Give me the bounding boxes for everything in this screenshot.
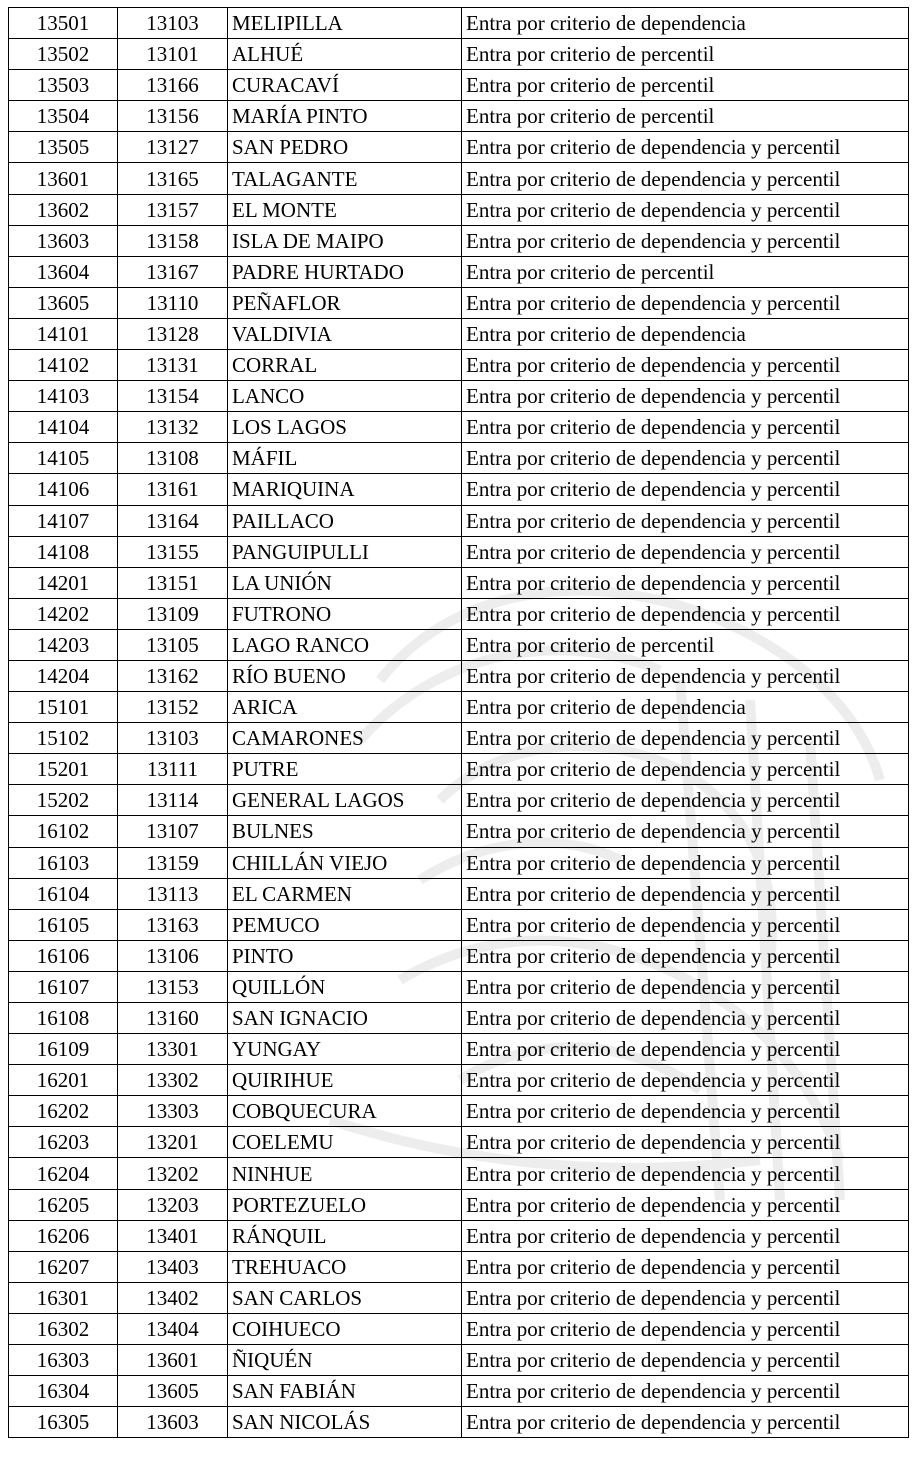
cell-criterion: Entra por criterio de dependencia y percentil: [462, 505, 909, 536]
cell-code: 13158: [118, 225, 228, 256]
cell-commune-id: 16102: [9, 816, 118, 847]
cell-commune-name: COBQUECURA: [228, 1096, 462, 1127]
comunas-table: [8, 7, 909, 1438]
cell-criterion: Entra por criterio de dependencia y percentil: [462, 1376, 909, 1407]
cell-code: 13114: [118, 785, 228, 816]
cell-commune-id: 16203: [9, 1127, 118, 1158]
table-row: [9, 1127, 909, 1158]
cell-commune-id: 14202: [9, 598, 118, 629]
table-row: [9, 8, 909, 39]
table-row: [9, 1345, 909, 1376]
cell-code: 13303: [118, 1096, 228, 1127]
cell-commune-id: 14104: [9, 412, 118, 443]
cell-commune-name: LANCO: [228, 381, 462, 412]
cell-commune-id: 14103: [9, 381, 118, 412]
cell-code: 13164: [118, 505, 228, 536]
cell-commune-name: SAN IGNACIO: [228, 1003, 462, 1034]
cell-commune-id: 13604: [9, 256, 118, 287]
cell-code: 13301: [118, 1034, 228, 1065]
cell-code: 13110: [118, 287, 228, 318]
table-body: [9, 8, 909, 1438]
cell-commune-name: VALDIVIA: [228, 318, 462, 349]
table-row: [9, 412, 909, 443]
table-row: [9, 629, 909, 660]
cell-code: 13162: [118, 660, 228, 691]
cell-code: 13163: [118, 909, 228, 940]
cell-criterion: Entra por criterio de dependencia y percentil: [462, 1345, 909, 1376]
table-row: [9, 754, 909, 785]
table-row: [9, 940, 909, 971]
table-row: [9, 1220, 909, 1251]
cell-criterion: Entra por criterio de dependencia y percentil: [462, 1034, 909, 1065]
cell-commune-name: PUTRE: [228, 754, 462, 785]
cell-commune-name: ARICA: [228, 692, 462, 723]
cell-commune-id: 14204: [9, 660, 118, 691]
cell-commune-id: 15201: [9, 754, 118, 785]
cell-criterion: Entra por criterio de dependencia y percentil: [462, 1189, 909, 1220]
cell-criterion: Entra por criterio de dependencia y percentil: [462, 1127, 909, 1158]
cell-commune-name: PEÑAFLOR: [228, 287, 462, 318]
cell-commune-name: ISLA DE MAIPO: [228, 225, 462, 256]
cell-code: 13131: [118, 350, 228, 381]
cell-code: 13127: [118, 132, 228, 163]
cell-commune-name: SAN NICOLÁS: [228, 1407, 462, 1438]
table-row: [9, 692, 909, 723]
cell-commune-id: 14106: [9, 474, 118, 505]
table-row: [9, 132, 909, 163]
cell-commune-id: 16205: [9, 1189, 118, 1220]
cell-commune-name: CAMARONES: [228, 723, 462, 754]
cell-commune-name: PINTO: [228, 940, 462, 971]
cell-commune-name: MÁFIL: [228, 443, 462, 474]
cell-code: 13404: [118, 1313, 228, 1344]
cell-commune-id: 16206: [9, 1220, 118, 1251]
cell-code: 13402: [118, 1282, 228, 1313]
table-row: [9, 723, 909, 754]
cell-commune-name: PAILLACO: [228, 505, 462, 536]
cell-code: 13401: [118, 1220, 228, 1251]
cell-code: 13109: [118, 598, 228, 629]
table-row: [9, 505, 909, 536]
table-row: [9, 163, 909, 194]
cell-commune-name: FUTRONO: [228, 598, 462, 629]
cell-commune-id: 16109: [9, 1034, 118, 1065]
table-row: [9, 816, 909, 847]
table-row: [9, 1003, 909, 1034]
cell-code: 13161: [118, 474, 228, 505]
table-row: [9, 1251, 909, 1282]
cell-code: 13113: [118, 878, 228, 909]
table-row: [9, 1407, 909, 1438]
table-row: [9, 909, 909, 940]
cell-commune-name: EL MONTE: [228, 194, 462, 225]
cell-commune-id: 14108: [9, 536, 118, 567]
cell-commune-name: EL CARMEN: [228, 878, 462, 909]
cell-commune-id: 13502: [9, 39, 118, 70]
cell-commune-name: SAN CARLOS: [228, 1282, 462, 1313]
table-row: [9, 443, 909, 474]
cell-criterion: Entra por criterio de dependencia y percentil: [462, 660, 909, 691]
cell-commune-name: PADRE HURTADO: [228, 256, 462, 287]
cell-commune-name: GENERAL LAGOS: [228, 785, 462, 816]
cell-criterion: Entra por criterio de percentil: [462, 70, 909, 101]
cell-commune-id: 16103: [9, 847, 118, 878]
cell-commune-name: QUILLÓN: [228, 971, 462, 1002]
cell-code: 13201: [118, 1127, 228, 1158]
cell-commune-id: 13601: [9, 163, 118, 194]
cell-criterion: Entra por criterio de dependencia y percentil: [462, 878, 909, 909]
cell-code: 13132: [118, 412, 228, 443]
cell-code: 13603: [118, 1407, 228, 1438]
cell-code: 13160: [118, 1003, 228, 1034]
cell-commune-name: TALAGANTE: [228, 163, 462, 194]
cell-criterion: Entra por criterio de dependencia y percentil: [462, 1282, 909, 1313]
cell-code: 13601: [118, 1345, 228, 1376]
cell-criterion: Entra por criterio de dependencia y percentil: [462, 971, 909, 1002]
cell-criterion: Entra por criterio de dependencia y percentil: [462, 350, 909, 381]
cell-criterion: Entra por criterio de dependencia y percentil: [462, 598, 909, 629]
cell-criterion: Entra por criterio de dependencia y percentil: [462, 1065, 909, 1096]
cell-code: 13155: [118, 536, 228, 567]
cell-commune-name: BULNES: [228, 816, 462, 847]
cell-criterion: Entra por criterio de dependencia y percentil: [462, 567, 909, 598]
cell-commune-name: RÁNQUIL: [228, 1220, 462, 1251]
table-row: [9, 194, 909, 225]
cell-criterion: Entra por criterio de dependencia y percentil: [462, 194, 909, 225]
cell-commune-name: LOS LAGOS: [228, 412, 462, 443]
cell-commune-name: LA UNIÓN: [228, 567, 462, 598]
cell-commune-id: 13503: [9, 70, 118, 101]
table-row: [9, 1158, 909, 1189]
cell-commune-name: MELIPILLA: [228, 8, 462, 39]
cell-criterion: Entra por criterio de dependencia y percentil: [462, 1158, 909, 1189]
cell-commune-id: 16305: [9, 1407, 118, 1438]
cell-criterion: Entra por criterio de dependencia y percentil: [462, 909, 909, 940]
cell-criterion: Entra por criterio de dependencia y percentil: [462, 1251, 909, 1282]
table-row: [9, 101, 909, 132]
cell-criterion: Entra por criterio de dependencia y percentil: [462, 816, 909, 847]
cell-criterion: Entra por criterio de dependencia y percentil: [462, 1313, 909, 1344]
table-row: [9, 256, 909, 287]
table-row: [9, 381, 909, 412]
cell-criterion: Entra por criterio de dependencia y percentil: [462, 723, 909, 754]
cell-code: 13101: [118, 39, 228, 70]
cell-code: 13165: [118, 163, 228, 194]
cell-commune-name: LAGO RANCO: [228, 629, 462, 660]
table-row: [9, 785, 909, 816]
cell-commune-name: COELEMU: [228, 1127, 462, 1158]
table-row: [9, 536, 909, 567]
cell-commune-id: 16104: [9, 878, 118, 909]
cell-commune-name: RÍO BUENO: [228, 660, 462, 691]
cell-code: 13111: [118, 754, 228, 785]
cell-criterion: Entra por criterio de dependencia y percentil: [462, 940, 909, 971]
cell-commune-id: 14105: [9, 443, 118, 474]
cell-commune-id: 15202: [9, 785, 118, 816]
cell-code: 13103: [118, 8, 228, 39]
table-row: [9, 287, 909, 318]
cell-criterion: Entra por criterio de dependencia: [462, 8, 909, 39]
cell-criterion: Entra por criterio de dependencia y percentil: [462, 1096, 909, 1127]
cell-criterion: Entra por criterio de dependencia y percentil: [462, 847, 909, 878]
table-row: [9, 567, 909, 598]
cell-commune-id: 13603: [9, 225, 118, 256]
cell-commune-name: ÑIQUÉN: [228, 1345, 462, 1376]
cell-commune-id: 16201: [9, 1065, 118, 1096]
cell-code: 13605: [118, 1376, 228, 1407]
cell-criterion: Entra por criterio de dependencia: [462, 318, 909, 349]
table-row: [9, 474, 909, 505]
cell-commune-name: CURACAVÍ: [228, 70, 462, 101]
cell-commune-name: PORTEZUELO: [228, 1189, 462, 1220]
cell-code: 13154: [118, 381, 228, 412]
table-row: [9, 878, 909, 909]
cell-code: 13203: [118, 1189, 228, 1220]
cell-commune-id: 16303: [9, 1345, 118, 1376]
cell-criterion: Entra por criterio de dependencia y percentil: [462, 163, 909, 194]
cell-commune-id: 14201: [9, 567, 118, 598]
cell-criterion: Entra por criterio de percentil: [462, 629, 909, 660]
cell-code: 13167: [118, 256, 228, 287]
cell-commune-name: COIHUECO: [228, 1313, 462, 1344]
cell-criterion: Entra por criterio de dependencia y percentil: [462, 1220, 909, 1251]
table-row: [9, 1282, 909, 1313]
cell-code: 13107: [118, 816, 228, 847]
cell-commune-name: CORRAL: [228, 350, 462, 381]
cell-commune-id: 16108: [9, 1003, 118, 1034]
cell-criterion: Entra por criterio de dependencia y percentil: [462, 536, 909, 567]
table-row: [9, 318, 909, 349]
table-row: [9, 1189, 909, 1220]
table-row: [9, 70, 909, 101]
cell-commune-id: 13605: [9, 287, 118, 318]
cell-commune-id: 13505: [9, 132, 118, 163]
cell-commune-id: 13602: [9, 194, 118, 225]
cell-code: 13152: [118, 692, 228, 723]
table-row: [9, 660, 909, 691]
cell-commune-name: NINHUE: [228, 1158, 462, 1189]
cell-commune-id: 16105: [9, 909, 118, 940]
cell-criterion: Entra por criterio de dependencia y percentil: [462, 412, 909, 443]
cell-commune-id: 14102: [9, 350, 118, 381]
cell-commune-id: 14101: [9, 318, 118, 349]
cell-commune-id: 14203: [9, 629, 118, 660]
cell-commune-id: 15102: [9, 723, 118, 754]
cell-criterion: Entra por criterio de dependencia y percentil: [462, 474, 909, 505]
cell-code: 13166: [118, 70, 228, 101]
table-row: [9, 39, 909, 70]
cell-commune-name: MARÍA PINTO: [228, 101, 462, 132]
table-row: [9, 1096, 909, 1127]
table-row: [9, 1065, 909, 1096]
cell-code: 13151: [118, 567, 228, 598]
cell-code: 13105: [118, 629, 228, 660]
cell-commune-name: QUIRIHUE: [228, 1065, 462, 1096]
cell-code: 13106: [118, 940, 228, 971]
cell-commune-id: 16202: [9, 1096, 118, 1127]
cell-commune-name: MARIQUINA: [228, 474, 462, 505]
cell-code: 13202: [118, 1158, 228, 1189]
cell-commune-id: 16204: [9, 1158, 118, 1189]
cell-code: 13302: [118, 1065, 228, 1096]
cell-criterion: Entra por criterio de dependencia y percentil: [462, 132, 909, 163]
cell-commune-id: 16304: [9, 1376, 118, 1407]
cell-code: 13153: [118, 971, 228, 1002]
table-row: [9, 598, 909, 629]
table-row: [9, 225, 909, 256]
cell-commune-name: ALHUÉ: [228, 39, 462, 70]
cell-criterion: Entra por criterio de dependencia y percentil: [462, 225, 909, 256]
cell-criterion: Entra por criterio de dependencia y percentil: [462, 443, 909, 474]
table-row: [9, 350, 909, 381]
cell-criterion: Entra por criterio de percentil: [462, 101, 909, 132]
cell-code: 13128: [118, 318, 228, 349]
cell-criterion: Entra por criterio de dependencia y percentil: [462, 785, 909, 816]
cell-code: 13159: [118, 847, 228, 878]
cell-criterion: Entra por criterio de dependencia y percentil: [462, 1003, 909, 1034]
cell-commune-name: SAN FABIÁN: [228, 1376, 462, 1407]
cell-commune-name: TREHUACO: [228, 1251, 462, 1282]
cell-commune-id: 13504: [9, 101, 118, 132]
cell-criterion: Entra por criterio de dependencia y percentil: [462, 287, 909, 318]
cell-code: 13403: [118, 1251, 228, 1282]
cell-code: 13103: [118, 723, 228, 754]
cell-criterion: Entra por criterio de dependencia y percentil: [462, 381, 909, 412]
table-row: [9, 847, 909, 878]
cell-commune-name: YUNGAY: [228, 1034, 462, 1065]
cell-commune-name: PANGUIPULLI: [228, 536, 462, 567]
table-row: [9, 1034, 909, 1065]
cell-criterion: Entra por criterio de dependencia y percentil: [462, 1407, 909, 1438]
table-row: [9, 1376, 909, 1407]
cell-commune-id: 16207: [9, 1251, 118, 1282]
cell-code: 13156: [118, 101, 228, 132]
cell-code: 13157: [118, 194, 228, 225]
cell-commune-id: 16106: [9, 940, 118, 971]
table-row: [9, 971, 909, 1002]
cell-criterion: Entra por criterio de percentil: [462, 39, 909, 70]
cell-commune-id: 16302: [9, 1313, 118, 1344]
cell-commune-id: 14107: [9, 505, 118, 536]
cell-commune-name: SAN PEDRO: [228, 132, 462, 163]
table-row: [9, 1313, 909, 1344]
cell-criterion: Entra por criterio de dependencia: [462, 692, 909, 723]
cell-criterion: Entra por criterio de percentil: [462, 256, 909, 287]
cell-commune-name: PEMUCO: [228, 909, 462, 940]
cell-commune-id: 15101: [9, 692, 118, 723]
cell-criterion: Entra por criterio de dependencia y percentil: [462, 754, 909, 785]
cell-commune-id: 13501: [9, 8, 118, 39]
cell-code: 13108: [118, 443, 228, 474]
cell-commune-id: 16107: [9, 971, 118, 1002]
cell-commune-name: CHILLÁN VIEJO: [228, 847, 462, 878]
cell-commune-id: 16301: [9, 1282, 118, 1313]
